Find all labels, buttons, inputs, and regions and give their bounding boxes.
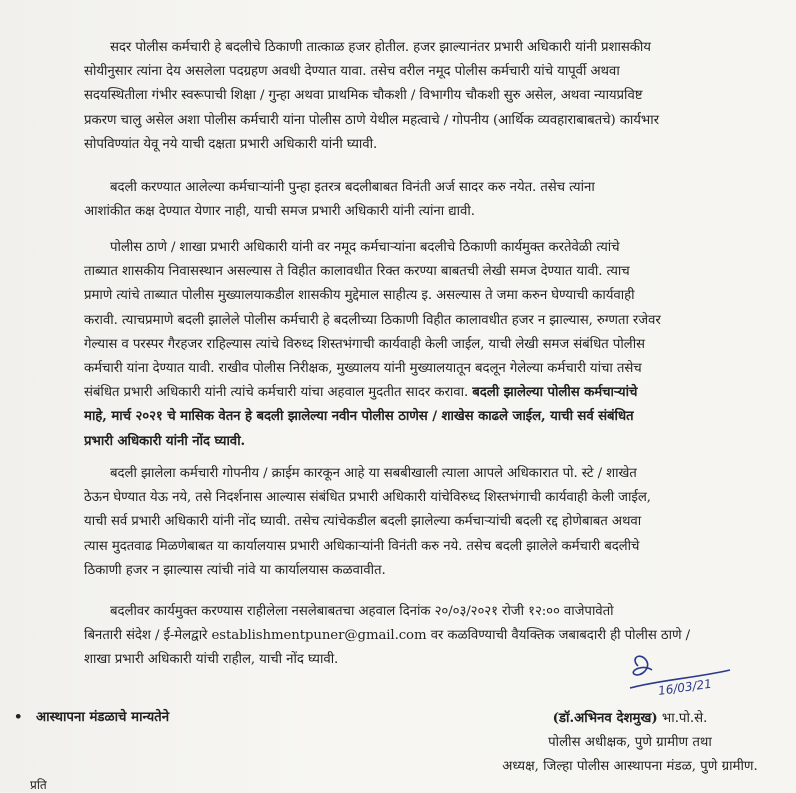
para2-line: बदली करण्यात आलेल्या कर्मचाऱ्यांनी पुन्हा इतरत्र बदलीबाबत विनंती अर्ज सादर करु नयेत. तसेच त्यांना [110,180,595,195]
signatory-name: (डॉ.अभिनव देशमुख) [552,711,658,726]
approval-note-text: आस्थापना मंडळाचे मान्यतेने [36,710,170,725]
para3-bold-line: प्रभारी अधिकारी यांनी नोंद घ्यावी. [84,433,246,449]
handwritten-signature [600,648,740,708]
paragraph-3 [84,236,784,454]
para3-bold-line: माहे, मार्च २०२१ चे मासिक वेतन हे बदली झालेल्या नवीन पोलीस ठाणेस / शाखेस काढले जाईल, याची सर्व संबंधित [84,409,634,425]
para2-line: आशांकीत कक्ष देण्यात येणार नाही, याची समज प्रभारी अधिकारी यांनी त्यांना द्यावी. [84,204,475,220]
para3-line: गेल्यास व परस्पर गैरहजर राहिल्यास त्यांचे विरुध्द शिस्तभंगाची कार्यवाही केली जाईल, याची लेखी समज संबंधित पोलीस [84,336,645,352]
signature-date: 16/03/21 [657,676,713,698]
paragraph-4 [84,462,784,583]
para1-line: सदर पोलीस कर्मचारी हे बदलीचे ठिकाणी तात्काळ हजर होतील. हजर झाल्यानंतर प्रभारी अधिकारी यांनी प्रशासकीय [110,40,651,55]
signatory-designation: पोलीस अधीक्षक, पुणे ग्रामीण तथा [548,735,712,750]
paragraph-2 [84,176,784,224]
para4-line: ठेऊन घेण्यात येऊ नये, तसे निदर्शनास आल्यास संबंधित प्रभारी अधिकारी यांचेविरुध्द शिस्तभंगाची कार्यवाही केली जाईल, [84,490,651,506]
para1-line: सोयीनुसार त्यांना देय असलेला पदग्रहण अवधी देण्यात यावा. तसेच वरील नमूद पोलीस कर्मचारी यांचे यापूर्वी अथवा [84,64,620,80]
para4-line: त्यास मुदतवाढ मिळणेबाबत या कार्यालयास प्रभारी अधिकाऱ्यांनी विनंती करु नये. तसेच बदली झालेले कर्मचारी बदलीचे [84,538,640,554]
paragraph-1 [84,36,784,157]
para5-line: बदलीवर कार्यमुक्त करण्यास राहीलेला नसलेबाबतचा अहवाल दिनांक २०/०३/२०२१ रोजी १२:०० वाजेपावेतो [110,604,614,619]
para1-line: सदयस्थितीला गंभीर स्वरूपाची शिक्षा / गुन्हा अथवा प्राथमिक चौकशी / विभागीय चौकशी सुरु असेल, अथवा न्यायप्रविष्ट [84,88,643,104]
para4-line: ठिकाणी हजर न झाल्यास त्यांची नांवे या कार्यालयास कळवावीत. [84,562,386,578]
signatory-office: अध्यक्ष, जिल्हा पोलीस आस्थापना मंडळ, पुणे ग्रामीण. [502,759,758,774]
para3-line: कर्मचारी यांना देण्यात यावी. राखीव पोलीस निरीक्षक, मुख्यालय यांनी मुख्यालयातून बदलून गेलेल्या कर्मचारी यांचा तसेच [84,361,642,377]
para4-line: बदली झालेला कर्मचारी गोपनीय / क्राईम कारकून आहे या सबबीखाली त्याला आपले अधिकारात पो. स्टे / शाखेत [110,466,637,481]
signatory-name-line [470,707,790,731]
para3-line: प्रमाणे त्यांचे ताब्यात पोलीस मुख्यालयाकडील शासकीय मुद्देमाल साहीत्य इ. असल्यास ते जमा करुन घेण्याची कार्यवाही [84,288,635,304]
bullet-icon: • [14,710,23,725]
para1-line: सोपविण्यांत येवू नये याची दक्षता प्रभारी अधिकारी यांनी घ्यावी. [84,136,378,152]
para3-line: ताब्यात शासकीय निवासस्थान असल्यास ते विहीत कालावधीत रिक्त करण्या बाबतची लेखी समज देण्यात यावी. त्याच [84,264,630,280]
para5-line: शाखा प्रभारी अधिकारी यांची राहील, याची नोंद घ्यावी. [84,652,339,668]
signatory-suffix: भा.पो.से. [661,711,708,726]
para3-bold-tail: बदली झालेल्या पोलीस कर्मचाऱ्यांचे [472,385,638,401]
para3-line: करावी. त्याचप्रमाणे बदली झालेले पोलीस कर्मचारी हे बदलीच्या ठिकाणी विहीत कालावधीत हजर न झाल्यास, रुग्णता रजेवर [84,312,661,328]
approval-note [14,707,169,725]
para3-line: पोलीस ठाणे / शाखा प्रभारी अधिकारी यांनी वर नमूद कर्मचाऱ्यांना बदलीचे ठिकाणी कार्यमुक्त करतेवेळी त्यांचे [110,240,620,255]
para5-line: बिनतारी संदेश / ई-मेलद्वारे establishmentpuner@gmail.com वर कळविण्याची वैयक्तिक जबाबदारी ही पोलीस ठाणे / [84,628,690,644]
para1-line: प्रकरण चालु असेल अशा पोलीस कर्मचारी यांना पोलीस ठाणे येथील महत्वाचे / गोपनीय (आर्थिक व्यवहाराबाबतचे) कार्यभार [84,112,659,128]
recipient-label: प्रति [30,778,47,792]
signatory-block [470,707,790,779]
para3-line-with-bold [84,381,784,405]
para4-line: याची सर्व प्रभारी अधिकारी यांनी नोंद घ्यावी. तसेच त्यांचेकडील बदली झालेल्या कर्मचाऱ्यांची बदली रद्द होणेबाबत अथवा [84,514,642,530]
para3-line: संबंधित प्रभारी अधिकारी यांनी त्यांचे कर्मचारी यांचा अहवाल मुदतीत सादर करावा. [84,385,469,401]
